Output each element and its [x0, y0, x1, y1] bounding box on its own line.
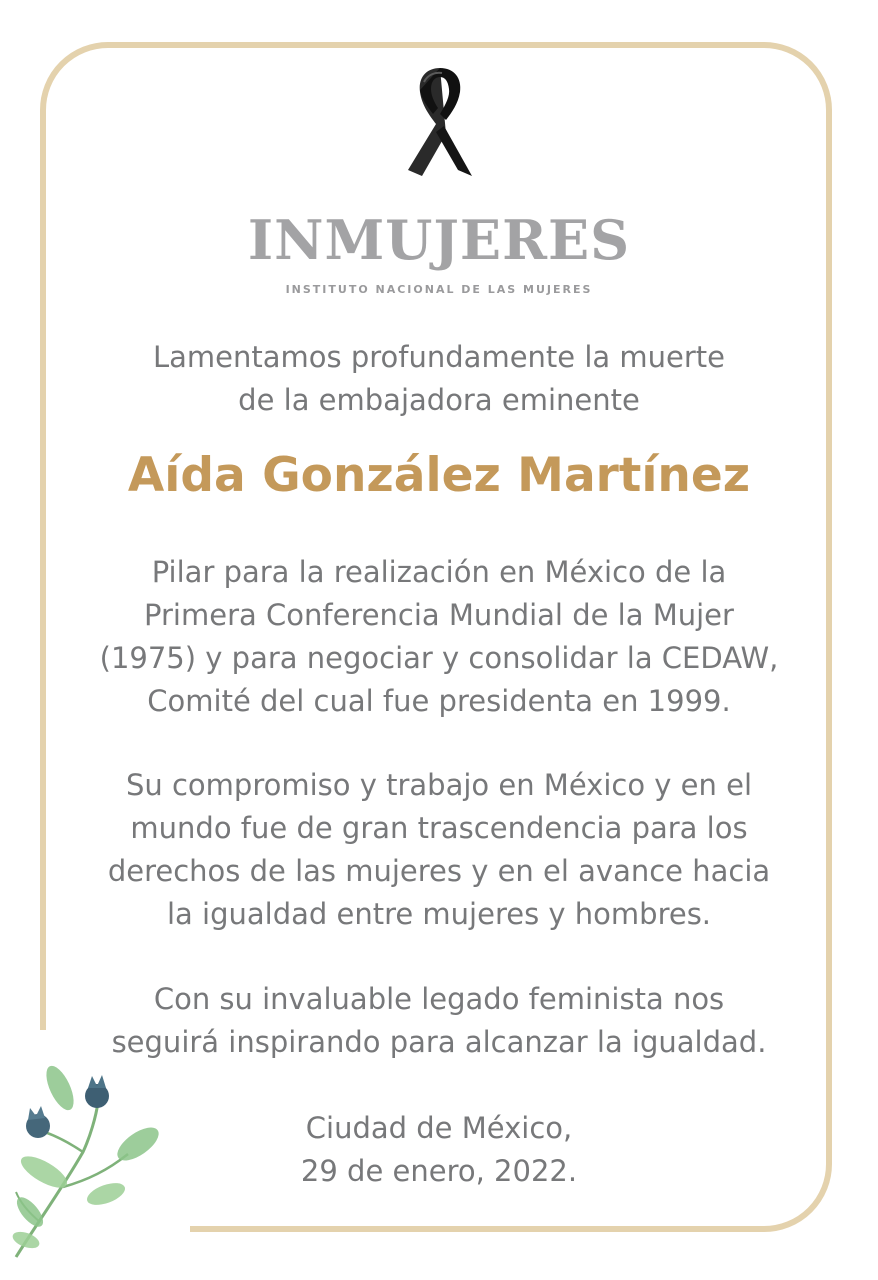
watercolor-plant-illustration	[8, 1062, 168, 1262]
paragraph-line: (1975) y para negociar y consolidar la CEDAW,	[99, 641, 779, 675]
date-line: 29 de enero, 2022.	[300, 1154, 578, 1188]
paragraph-line: Primera Conferencia Mundial de la Mujer	[144, 598, 734, 632]
mourning-ribbon-icon	[396, 62, 484, 180]
paragraph-line: derechos de las mujeres y en el avance hacia	[107, 854, 771, 888]
intro-text	[40, 336, 838, 422]
paragraph-line: Pilar para la realización en México de la	[151, 555, 727, 589]
paragraph-line: seguirá inspirando para alcanzar la igualdad.	[111, 1025, 767, 1059]
paragraph-legacy	[40, 978, 838, 1064]
honoree-name: Aída González Martínez	[127, 448, 751, 503]
intro-line: Lamentamos profundamente la muerte	[153, 340, 725, 374]
paragraph-commitment	[40, 764, 838, 936]
place-line: Ciudad de México,	[305, 1111, 573, 1145]
paragraph-achievements	[40, 551, 838, 723]
logo-tagline: INSTITUTO NACIONAL DE LAS MUJERES	[285, 283, 593, 296]
inmujeres-logo: INMUJERES	[247, 208, 631, 272]
intro-line: de la embajadora eminente	[238, 383, 640, 417]
paragraph-line: Con su invaluable legado feminista nos	[153, 982, 725, 1016]
paragraph-line: Su compromiso y trabajo en México y en el	[125, 768, 753, 802]
paragraph-line: la igualdad entre mujeres y hombres.	[166, 897, 712, 931]
paragraph-line: Comité del cual fue presidenta en 1999.	[147, 684, 731, 718]
paragraph-line: mundo fue de gran trascendencia para los	[130, 811, 748, 845]
